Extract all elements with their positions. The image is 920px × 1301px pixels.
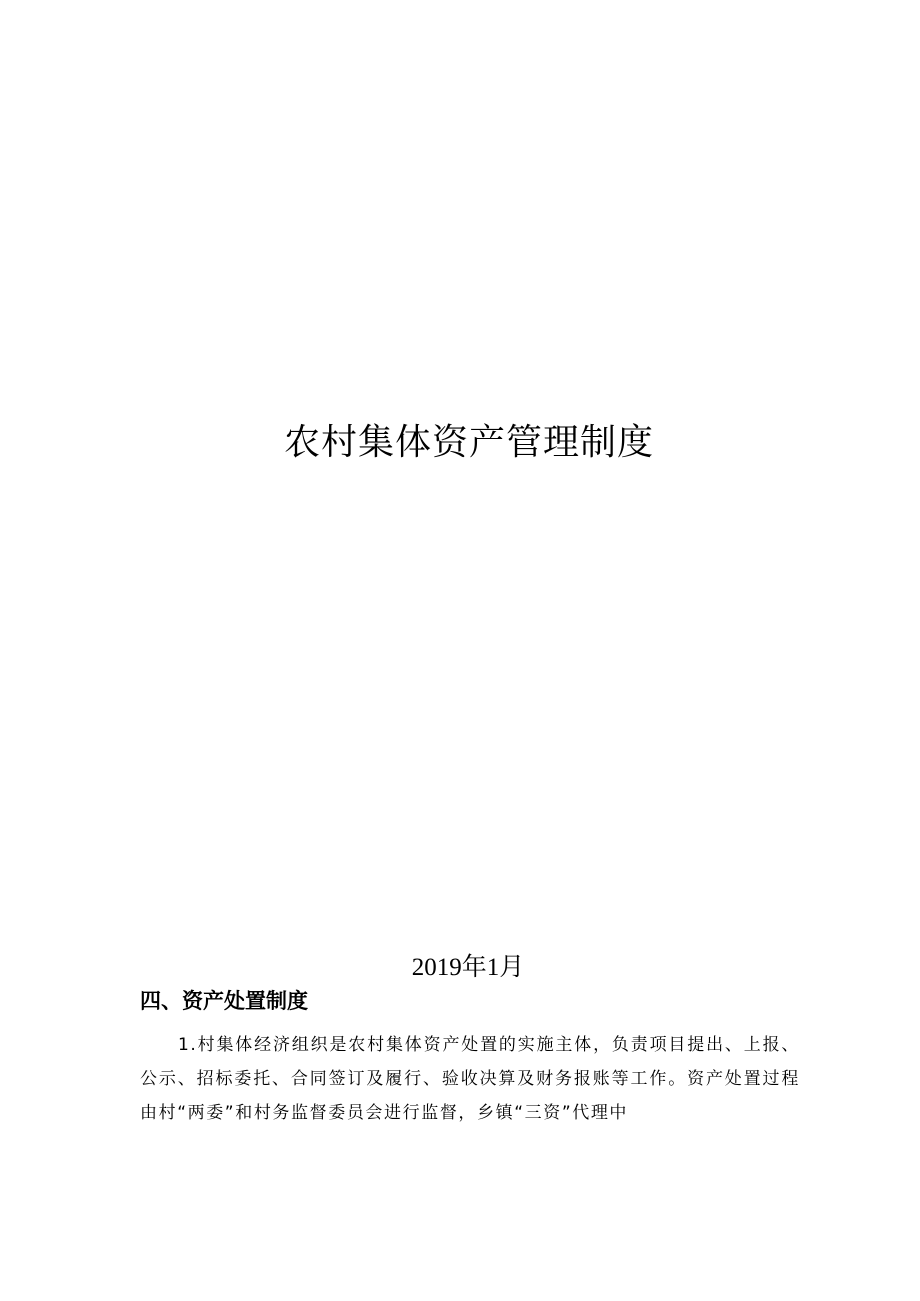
- section-heading: 四、资产处置制度: [140, 989, 308, 1013]
- document-date: 2019年1月: [411, 954, 525, 981]
- section-paragraph: 1.村集体经济组织是农村集体资产处置的实施主体，负责项目提出、上报、公示、招标委托、合同签订及履行、验收决算及财务报账等工作。资产处置过程由村“两委”和村务监督委员会进行监督，乡镇“三资”代理中: [140, 1035, 800, 1123]
- document-title: 农村集体资产管理制度: [283, 422, 654, 463]
